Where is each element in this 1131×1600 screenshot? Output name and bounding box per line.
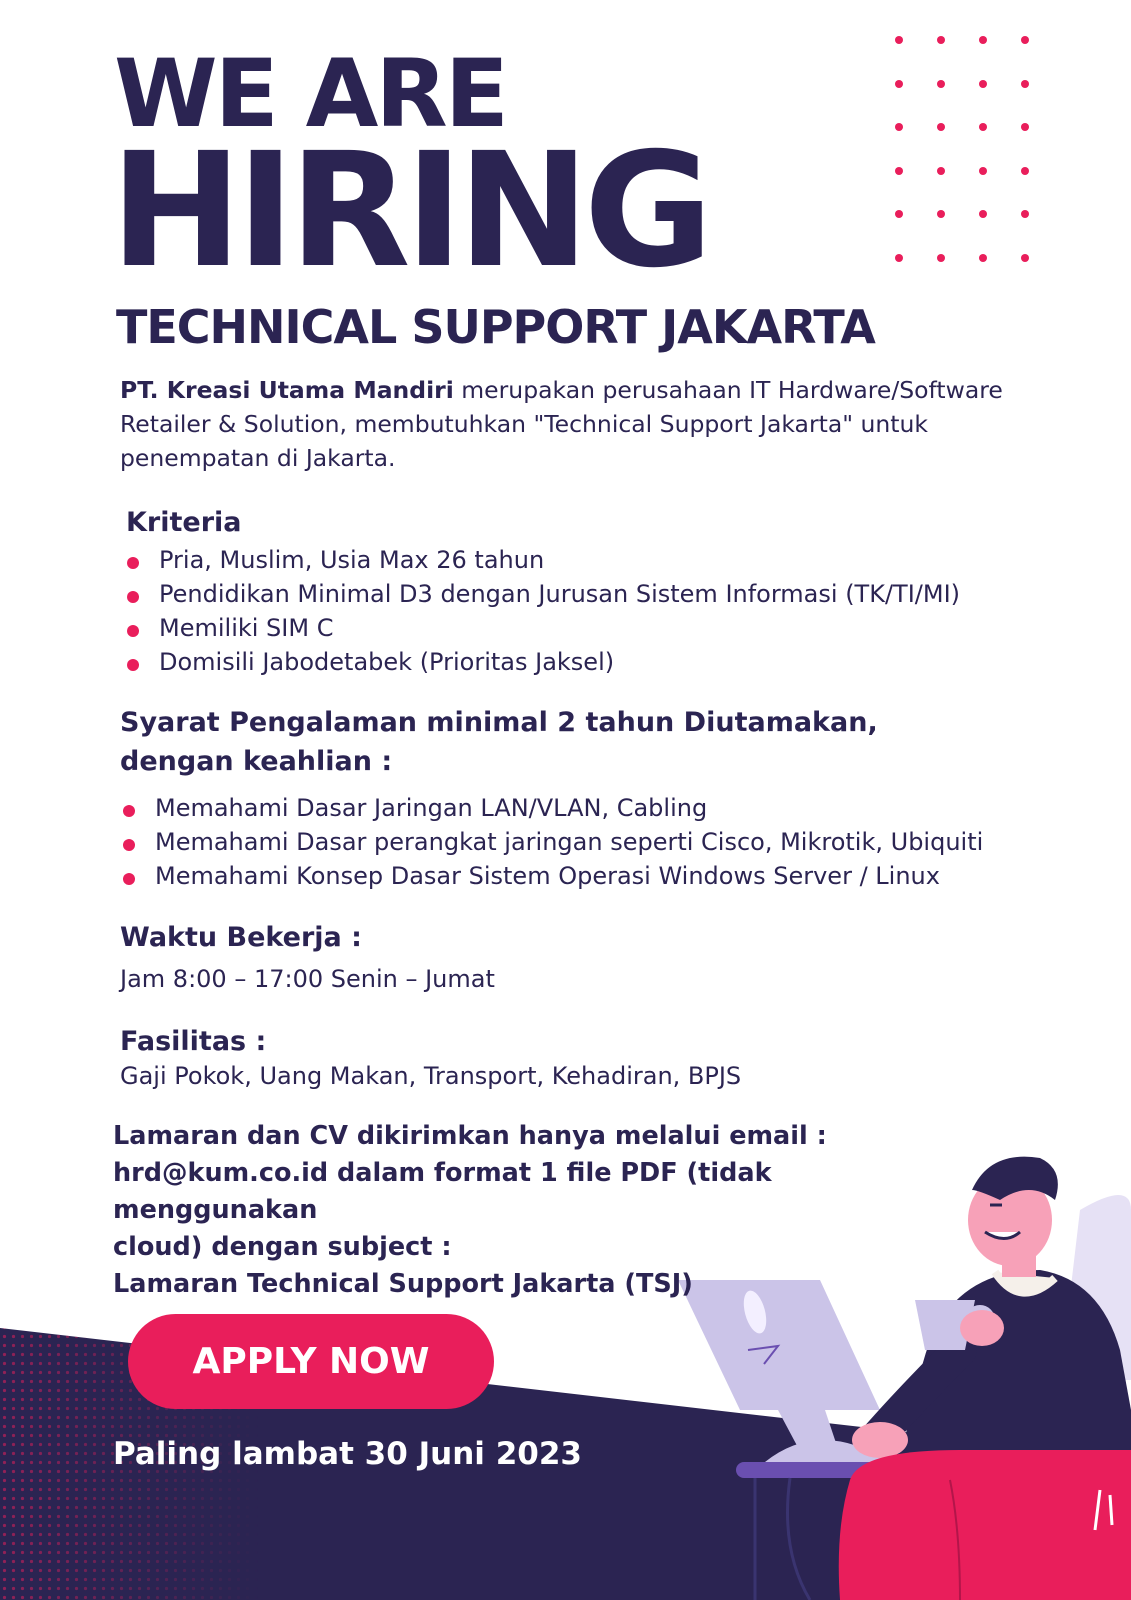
headline-hiring: HIRING [110, 119, 708, 303]
apply-now-button[interactable]: APPLY NOW [128, 1314, 494, 1409]
headline-we-are: WE ARE [114, 40, 506, 149]
pengalaman-heading-line1: Syarat Pengalaman minimal 2 tahun Diutamakan, [120, 707, 878, 738]
list-item: Memiliki SIM C [159, 611, 960, 645]
fasilitas-text: Gaji Pokok, Uang Makan, Transport, Kehadiran, BPJS [120, 1062, 742, 1090]
instructions-line: Lamaran dan CV dikirimkan hanya melalui email : [113, 1121, 827, 1151]
company-name: PT. Kreasi Utama Mandiri [120, 376, 454, 404]
application-instructions [113, 1118, 953, 1303]
kriteria-heading: Kriteria [126, 507, 242, 538]
list-item: Memahami Konsep Dasar Sistem Operasi Windows Server / Linux [155, 859, 983, 893]
list-item: Pendidikan Minimal D3 dengan Jurusan Sistem Informasi (TK/TI/MI) [159, 577, 960, 611]
list-item: Memahami Dasar Jaringan LAN/VLAN, Cabling [155, 791, 983, 825]
fasilitas-heading: Fasilitas : [120, 1026, 267, 1057]
keahlian-list [155, 791, 983, 893]
pengalaman-heading-line2: dengan keahlian : [120, 746, 393, 777]
waktu-heading: Waktu Bekerja : [120, 922, 362, 953]
instructions-line: hrd@kum.co.id dalam format 1 file PDF (tidak menggunakan [113, 1158, 772, 1225]
intro-text: merupakan perusahaan IT Hardware/Software Retailer & Solution, membutuhkan "Technical Support Jakarta" untuk penempatan di Jakarta. [120, 376, 1003, 472]
instructions-line: cloud) dengan subject : [113, 1232, 452, 1262]
list-item: Pria, Muslim, Usia Max 26 tahun [159, 543, 960, 577]
list-item: Memahami Dasar perangkat jaringan seperti Cisco, Mikrotik, Ubiquiti [155, 825, 983, 859]
waktu-text: Jam 8:00 – 17:00 Senin – Jumat [120, 965, 495, 993]
instructions-line: Lamaran Technical Support Jakarta (TSJ) [113, 1269, 693, 1299]
list-item: Domisili Jabodetabek (Prioritas Jaksel) [159, 645, 960, 679]
intro-paragraph [120, 373, 1040, 475]
kriteria-list [159, 543, 960, 679]
job-title: TECHNICAL SUPPORT JAKARTA [116, 300, 875, 354]
deadline-text: Paling lambat 30 Juni 2023 [113, 1436, 582, 1472]
